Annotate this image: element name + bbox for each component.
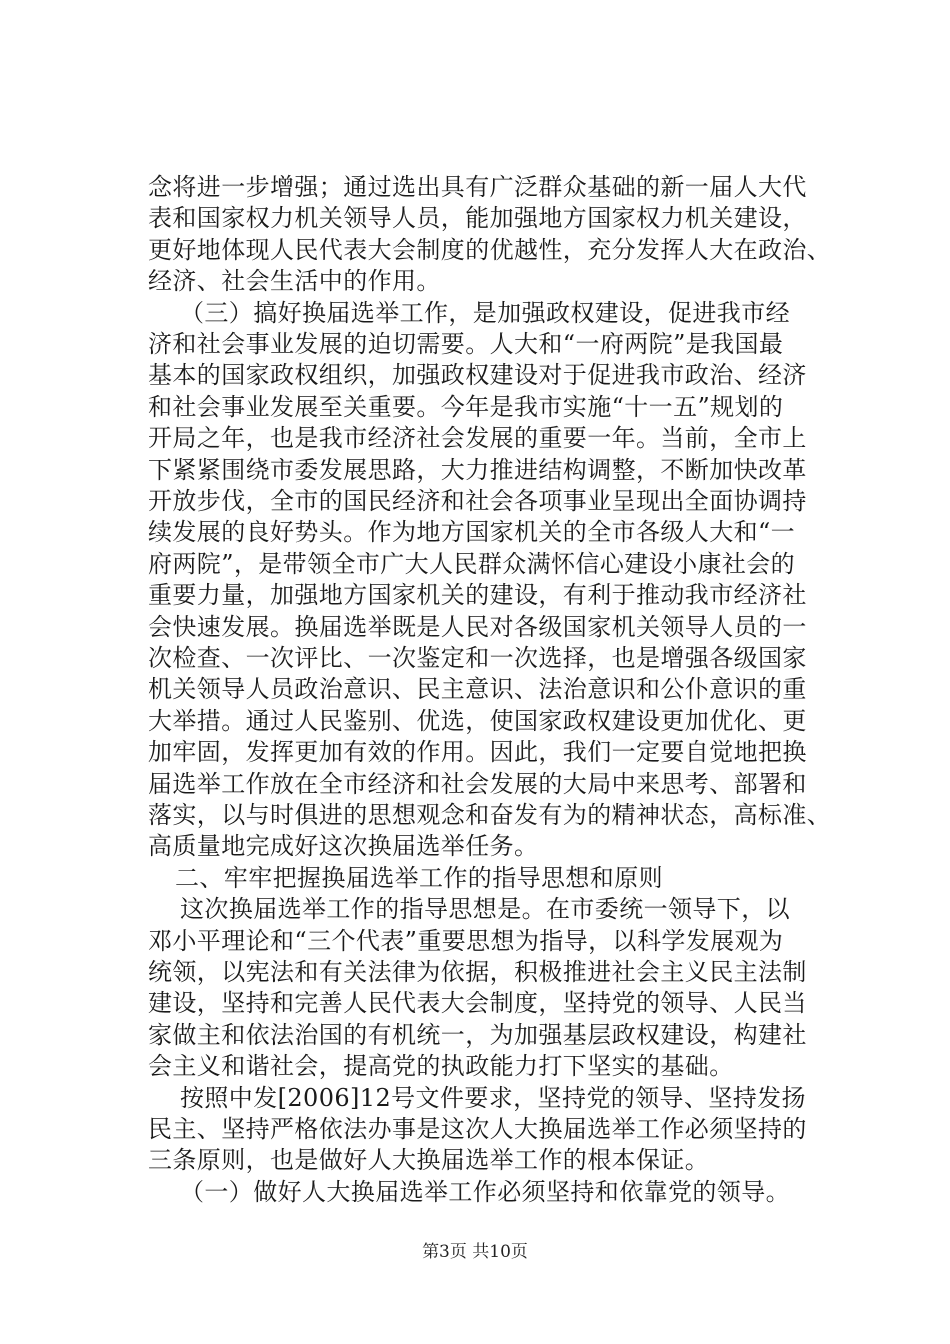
page-footer: 第3页 共10页 [422,1242,528,1262]
text-line: 下紧紧围绕市委发展思路，大力推进结构调整，不断加快改革 [148,455,807,484]
text-line: 落实，以与时俱进的思想观念和奋发有为的精神状态，高标准、 [148,801,832,829]
text-line: 大举措。通过人民鉴别、优选，使国家政权建设更加优化、更 [148,706,807,735]
text-line: 这次换届选举工作的指导思想是。在市委统一领导下，以 [180,895,790,924]
text-line: 次检查、一次评比、一次鉴定和一次选择，也是增强各级国家 [148,644,807,672]
text-line: 三条原则，也是做好人大换届选举工作的根本保证。 [148,1146,710,1175]
text-line: 念将进一步增强；通过选出具有广泛群众基础的新一届人大代 [148,173,807,201]
text-line: 按照中发[2006]12号文件要求，坚持党的领导、坚持发扬 [180,1083,806,1112]
text-line: 届选举工作放在全市经济和社会发展的大局中来思考、部署和 [148,769,807,798]
text-line: 家做主和依法治国的有机统一，为加强基层政权建设，构建社 [148,1020,807,1049]
text-line: 府两院”，是带领全市广大人民群众满怀信心建设小康社会的 [148,549,796,578]
text-line: 邓小平理论和“三个代表”重要思想为指导，以科学发展观为 [148,926,784,955]
text-line: 表和国家权力机关领导人员，能加强地方国家权力机关建设， [148,204,807,233]
text-line: （三）搞好换届选举工作，是加强政权建设，促进我市经 [180,298,790,327]
text-line: 开放步伐，全市的国民经济和社会各项事业呈现出全面协调持 [148,487,807,515]
text-line: 续发展的良好势头。作为地方国家机关的全市各级人大和“一 [148,518,796,547]
text-line: （一）做好人大换届选举工作必须坚持和依靠党的领导。 [180,1177,790,1206]
text-line: 重要力量，加强地方国家机关的建设，有利于推动我市经济社 [148,581,807,610]
text-line: 和社会事业发展至关重要。今年是我市实施“十一五”规划的 [148,392,784,421]
text-line: 基本的国家政权组织，加强政权建设对于促进我市政治、经济 [148,361,807,390]
text-line: 高质量地完成好这次换届选举任务。 [148,832,539,861]
text-line: 济和社会事业发展的迫切需要。人大和“一府两院”是我国最 [148,330,784,358]
text-line: 统领，以宪法和有关法律为依据，积极推进社会主义民主法制 [148,958,807,986]
text-line: 经济、社会生活中的作用。 [148,267,441,296]
text-line: 加牢固，发挥更加有效的作用。因此，我们一定要自觉地把换 [148,738,807,767]
text-line: 机关领导人员政治意识、民主意识、法治意识和公仆意识的重 [148,675,807,704]
text-line: 会快速发展。换届选举既是人民对各级国家机关领导人员的一 [148,612,807,641]
text-line: 建设，坚持和完善人民代表大会制度，坚持党的领导、人民当 [148,989,807,1018]
text-line: 开局之年，也是我市经济社会发展的重要一年。当前，全市上 [148,424,807,453]
text-line: 会主义和谐社会，提高党的执政能力打下坚实的基础。 [148,1052,734,1081]
text-line: 更好地体现人民代表大会制度的优越性，充分发挥人大在政治、 [148,235,832,264]
section-heading: 二、牢牢把握换届选举工作的指导思想和原则 [175,863,663,892]
text-line: 民主、坚持严格依法办事是这次人大换届选举工作必须坚持的 [148,1115,807,1143]
